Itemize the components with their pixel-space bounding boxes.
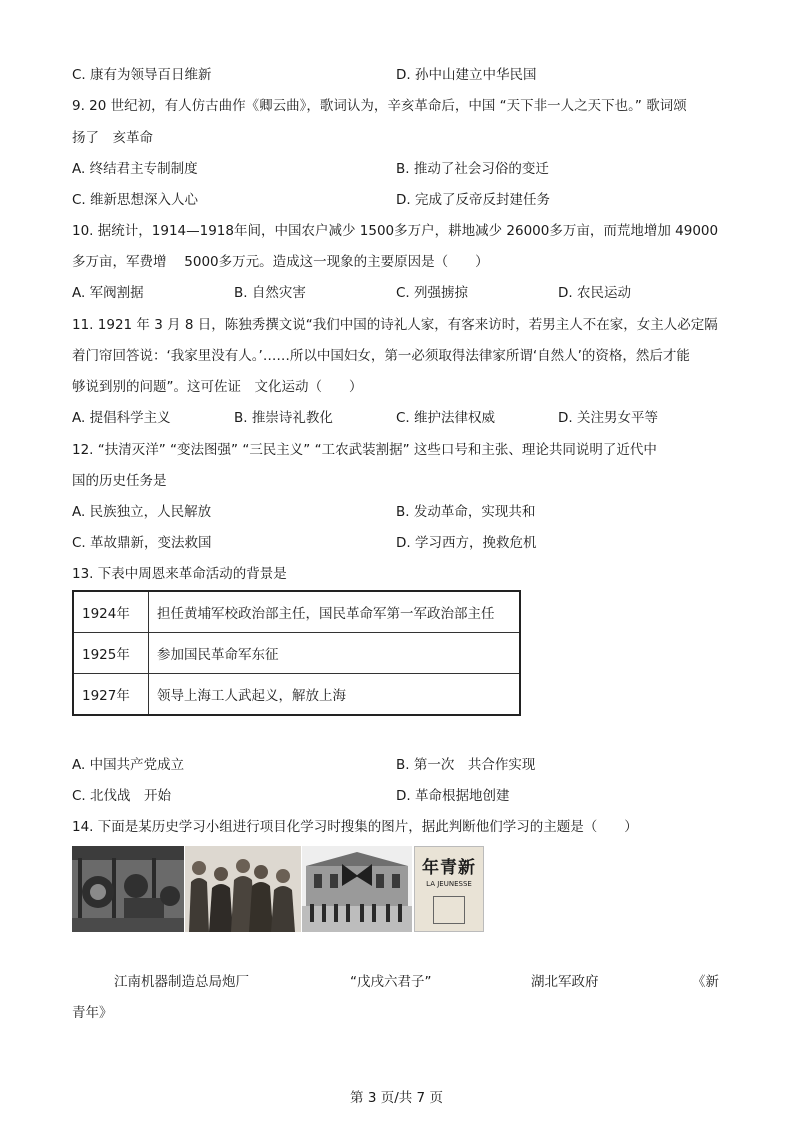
q13-option-d: D. 革命根据地创建 — [396, 788, 510, 804]
page-footer: 第 3 页/共 7 页 — [350, 1090, 443, 1106]
new-youth-magazine-cover — [414, 846, 484, 932]
q9-option-c: C. 维新思想深入人心 — [72, 192, 199, 208]
arsenal-factory-photo — [72, 846, 184, 932]
caption-new-youth-part1: 《新 — [692, 974, 719, 990]
table-row — [73, 633, 520, 674]
magazine-subtitle: LA JEUNESSE — [426, 880, 472, 888]
q9-option-b: B. 推动了社会习俗的变迁 — [396, 161, 549, 177]
q12-option-c: C. 革故鼎新，变法救国 — [72, 535, 212, 551]
event-description: 领导上海工人武起义，解放上海 — [149, 674, 521, 716]
q12-option-d: D. 学习西方，挽救危机 — [396, 535, 537, 551]
q13-stem: 13. 下表中周恩来革命活动的背景是 — [72, 566, 287, 582]
q10-stem-line2: 多万亩，军费增 5000多万元。造成这一现象的主要原因是（ ） — [72, 254, 489, 270]
q10-option-d: D. 农民运动 — [558, 285, 631, 301]
q8-option-c: C. 康有为领导百日维新 — [72, 67, 212, 83]
caption-new-youth-part2: 青年》 — [72, 1005, 113, 1021]
q11-stem-line1: 11. 1921 年 3 月 8 日，陈独秀撰文说“我们中国的诗礼人家，有客来访时，若男主人不在家，女主人必定隔 — [72, 317, 718, 333]
q12-stem-line2: 国的历史任务是 — [72, 473, 167, 489]
q12-option-b: B. 发动革命，实现共和 — [396, 504, 536, 520]
event-description: 担任黄埔军校政治部主任，国民革命军第一军政治部主任 — [149, 591, 521, 633]
event-description: 参加国民革命军东征 — [149, 633, 521, 674]
q8-option-d: D. 孙中山建立中华民国 — [396, 67, 537, 83]
zhou-enlai-events-table — [72, 590, 521, 716]
caption-hubei: 湖北军政府 — [531, 974, 599, 990]
q10-option-b: B. 自然灾害 — [234, 285, 306, 301]
q11-option-c: C. 维护法律权威 — [396, 410, 496, 426]
q11-option-d: D. 关注男女平等 — [558, 410, 658, 426]
event-year: 1925年 — [73, 633, 149, 674]
q13-option-c: C. 北伐战 开始 — [72, 788, 172, 804]
magazine-title: 年青新 — [422, 858, 476, 878]
q11-option-b: B. 推崇诗礼教化 — [234, 410, 333, 426]
caption-arsenal: 江南机器制造总局炮厂 — [114, 974, 249, 990]
hubei-military-government-photo — [302, 846, 412, 932]
q11-stem-line3: 够说到别的问题”。这可佐证 文化运动（ ） — [72, 379, 363, 395]
q9-stem-line1: 9. 20 世纪初，有人仿古曲作《卿云曲》，歌词认为，辛亥革命后，中国 “天下非一人之天下也。” 歌词颂 — [72, 98, 687, 114]
six-gentlemen-photo — [185, 846, 301, 932]
q11-option-a: A. 提倡科学主义 — [72, 410, 171, 426]
q9-option-a: A. 终结君主专制制度 — [72, 161, 198, 177]
q10-option-a: A. 军阀割据 — [72, 285, 144, 301]
q9-stem-line2: 扬了 亥革命 — [72, 130, 153, 146]
q12-stem-line1: 12. “扶清灭洋” “变法图强” “三民主义” “工农武装割据” 这些口号和主张、理论共同说明了近代中 — [72, 442, 657, 458]
caption-six-gentlemen: “戊戌六君子” — [350, 974, 432, 990]
magazine-cover-box — [433, 896, 465, 924]
q10-stem-line1: 10. 据统计，1914—1918年间，中国农户减少 1500多万户，耕地减少 26000多万亩，而荒地增加 49000 — [72, 223, 719, 239]
table-row — [73, 674, 520, 716]
table-row — [73, 591, 520, 633]
q9-option-d: D. 完成了反帝反封建任务 — [396, 192, 550, 208]
q12-option-a: A. 民族独立，人民解放 — [72, 504, 212, 520]
event-year: 1927年 — [73, 674, 149, 716]
q11-stem-line2: 着门帘回答说：‘我家里没有人。’……所以中国妇女，第一必须取得法律家所谓‘自然人’的资格，然后才能 — [72, 348, 690, 364]
q14-stem: 14. 下面是某历史学习小组进行项目化学习时搜集的图片，据此判断他们学习的主题是（ ） — [72, 819, 638, 835]
q10-option-c: C. 列强掳掠 — [396, 285, 469, 301]
q13-option-a: A. 中国共产党成立 — [72, 757, 185, 773]
event-year: 1924年 — [73, 591, 149, 633]
q13-option-b: B. 第一次 共合作实现 — [396, 757, 536, 773]
